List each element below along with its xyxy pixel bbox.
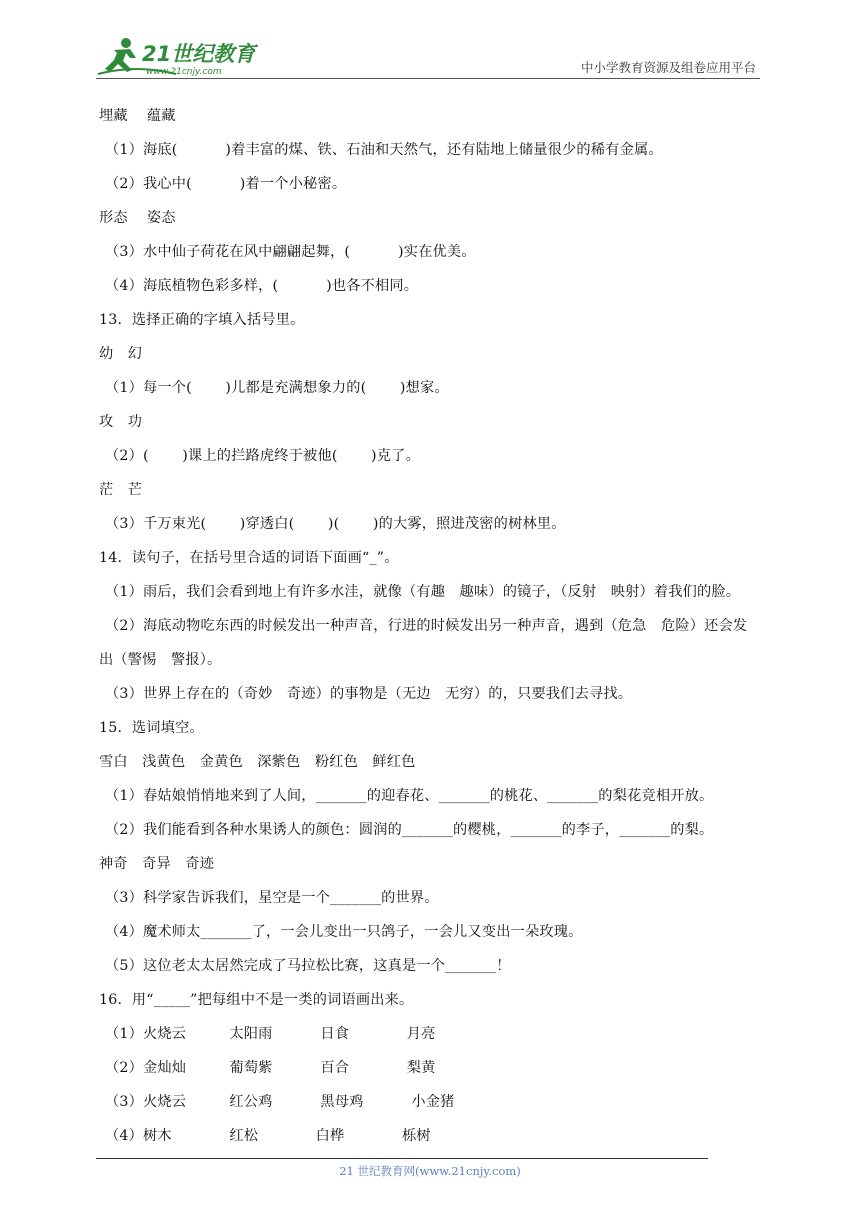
question-title: 15．选词填空。 [99, 720, 204, 736]
header-divider [96, 78, 760, 79]
question-line: （2）( )课上的拦路虎终于被他( )克了。 [105, 448, 420, 464]
question-line: （1）每一个( )儿都是充满想象力的( )想家。 [105, 380, 449, 396]
question-line: （2）我们能看到各种水果诱人的颜色：圆润的_______的樱桃，_______的李子，_______的梨。 [105, 822, 714, 838]
word-group: （4）树木 红松 白桦 栎树 [105, 1128, 431, 1144]
page-header [96, 30, 760, 80]
site-logo [96, 34, 266, 78]
word-group: （2）金灿灿 葡萄紫 百合 梨黄 [105, 1060, 436, 1076]
question-line-continued: 出（警惕 警报）。 [99, 652, 222, 668]
question-line: （2）海底动物吃东西的时候发出一种声音，行进的时候发出另一种声音，遇到（危急 危险）还会发 [105, 618, 748, 634]
question-line: （1）雨后，我们会看到地上有许多水洼，就像（有趣 趣味）的镜子，（反射 映射）着我们的脸。 [105, 584, 741, 600]
worksheet-body [99, 99, 765, 1153]
question-line: （3）千万束光( )穿透白( )( )的大雾，照进茂密的树林里。 [105, 516, 566, 532]
word-pair: 攻 功 [99, 414, 143, 430]
header-tagline: 中小学教育资源及组卷应用平台 [580, 60, 756, 75]
word-pair: 形态 姿态 [99, 210, 176, 226]
word-group: （3）火烧云 红公鸡 黑母鸡 小金猪 [105, 1094, 455, 1110]
word-group: （1）火烧云 太阳雨 日食 月亮 [105, 1026, 436, 1042]
word-pair: 茫 芒 [99, 482, 143, 498]
question-line: （4）魔术师太_______了，一会儿变出一只鸽子，一会儿又变出一朵玫瑰。 [105, 924, 583, 940]
question-line: （3）科学家告诉我们，星空是一个_______的世界。 [105, 890, 439, 906]
word-pair: 埋藏 蕴藏 [99, 108, 176, 124]
question-line: （1）海底( )着丰富的煤、铁、石油和天然气，还有陆地上储量很少的稀有金属。 [105, 142, 663, 158]
question-line: （3）水中仙子荷花在风中翩翩起舞，( )实在优美。 [105, 244, 476, 260]
word-bank: 神奇 奇异 奇迹 [99, 856, 215, 872]
svg-text:www.21cnjy.com: www.21cnjy.com [146, 67, 222, 77]
question-line: （4）海底植物色彩多样，( )也各不相同。 [105, 278, 419, 294]
word-pair: 幼 幻 [99, 346, 143, 362]
footer-divider [96, 1158, 708, 1159]
question-title: 16．用“_____”把每组中不是一类的词语画出来。 [99, 992, 414, 1008]
question-title: 14．读句子，在括号里合适的词语下面画“_”。 [99, 550, 399, 566]
svg-text:21世纪教育: 21世纪教育 [142, 42, 256, 66]
page-footer: 21 世纪教育网(www.21cnjy.com) [339, 1164, 521, 1178]
question-line: （1）春姑娘悄悄地来到了人间，_______的迎春花、_______的桃花、_______的梨花竞相开放。 [105, 788, 714, 804]
runner-logo-icon [96, 34, 266, 78]
question-title: 13．选择正确的字填入括号里。 [99, 312, 305, 328]
question-line: （2）我心中( )着一个小秘密。 [105, 176, 347, 192]
question-line: （5）这位老太太居然完成了马拉松比赛，这真是一个_______！ [105, 958, 511, 974]
word-bank: 雪白 浅黄色 金黄色 深紫色 粉红色 鲜红色 [99, 754, 416, 770]
question-line: （3）世界上存在的（奇妙 奇迹）的事物是（无边 无穷）的，只要我们去寻找。 [105, 686, 633, 702]
